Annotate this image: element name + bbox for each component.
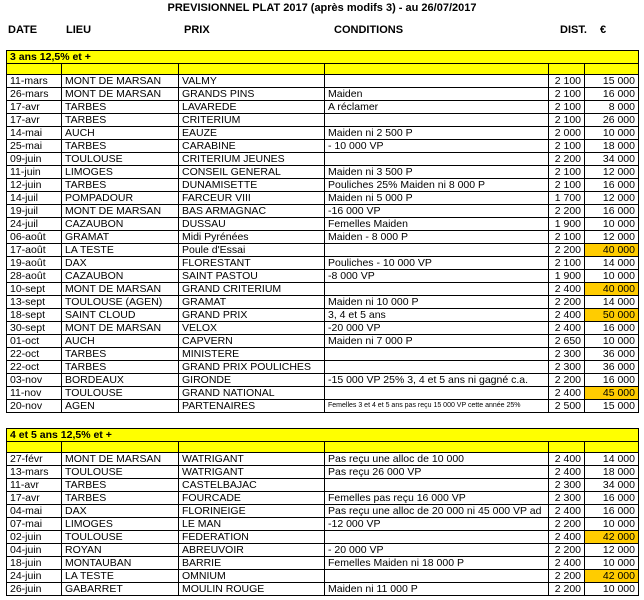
cell-conditions: [325, 387, 549, 400]
cell-lieu: TARBES: [62, 492, 179, 505]
table-row: [7, 361, 639, 374]
cell-prix: MOULIN ROUGE: [179, 583, 325, 596]
cell-lieu: MONT DE MARSAN: [62, 322, 179, 335]
table-row: [7, 518, 639, 531]
table-row: [7, 348, 639, 361]
cell-lieu: CAZAUBON: [62, 218, 179, 231]
table-row: [7, 466, 639, 479]
spacer-cell: [585, 442, 639, 453]
cell-dist: 2 200: [549, 570, 585, 583]
cell-conditions: [325, 570, 549, 583]
spacer-cell: [179, 64, 325, 75]
cell-dist: 2 100: [549, 257, 585, 270]
table-row: [7, 244, 639, 257]
cell-dist: 2 400: [549, 322, 585, 335]
cell-dist: 2 200: [549, 583, 585, 596]
cell-dist: 2 650: [549, 335, 585, 348]
cell-date: 11-mars: [7, 75, 62, 88]
cell-pool: 10 000: [585, 557, 639, 570]
cell-conditions: [325, 75, 549, 88]
cell-conditions: Femelles pas reçu 16 000 VP: [325, 492, 549, 505]
cell-pool: 16 000: [585, 205, 639, 218]
spacer-cell: [7, 64, 62, 75]
table-row: [7, 296, 639, 309]
table-row: [7, 387, 639, 400]
cell-prix: FLORINEIGE: [179, 505, 325, 518]
cell-conditions: Maiden ni 7 000 P: [325, 335, 549, 348]
cell-pool: 16 000: [585, 374, 639, 387]
cell-pool: 10 000: [585, 335, 639, 348]
cell-dist: 2 500: [549, 400, 585, 413]
cell-prix: FLORESTANT: [179, 257, 325, 270]
cell-date: 18-juin: [7, 557, 62, 570]
cell-dist: 2 400: [549, 505, 585, 518]
section-spacer-row: [7, 64, 639, 75]
cell-date: 26-juin: [7, 583, 62, 596]
cell-dist: 2 400: [549, 283, 585, 296]
cell-prix: GRANDS PINS: [179, 88, 325, 101]
cell-pool: 16 000: [585, 179, 639, 192]
table-row: [7, 257, 639, 270]
cell-conditions: Pas reçu une alloc de 10 000: [325, 453, 549, 466]
cell-conditions: Maiden: [325, 88, 549, 101]
cell-dist: 2 200: [549, 544, 585, 557]
cell-prix: BARRIE: [179, 557, 325, 570]
cell-conditions: Pouliches 25% Maiden ni 8 000 P: [325, 179, 549, 192]
cell-prix: FEDERATION: [179, 531, 325, 544]
cell-date: 17-avr: [7, 101, 62, 114]
table-row: [7, 374, 639, 387]
cell-lieu: AUCH: [62, 335, 179, 348]
cell-prix: WATRIGANT: [179, 466, 325, 479]
cell-prix: GRAND CRITERIUM: [179, 283, 325, 296]
cell-dist: 1 700: [549, 192, 585, 205]
spacer-cell: [549, 442, 585, 453]
cell-prix: CONSEIL GENERAL: [179, 166, 325, 179]
table-row: [7, 231, 639, 244]
cell-date: 06-août: [7, 231, 62, 244]
cell-date: 19-juil: [7, 205, 62, 218]
cell-prix: WATRIGANT: [179, 453, 325, 466]
table-row: [7, 218, 639, 231]
cell-date: 14-juil: [7, 192, 62, 205]
schedule-sheet: [6, 50, 638, 596]
cell-date: 11-juin: [7, 166, 62, 179]
cell-pool: 18 000: [585, 466, 639, 479]
cell-prix: MINISTERE: [179, 348, 325, 361]
cell-conditions: - 10 000 VP: [325, 140, 549, 153]
cell-prix: Midi Pyrénées: [179, 231, 325, 244]
cell-dist: 2 000: [549, 127, 585, 140]
cell-prix: CRITERIUM: [179, 114, 325, 127]
cell-pool: 42 000: [585, 531, 639, 544]
cell-date: 13-mars: [7, 466, 62, 479]
table-row: [7, 270, 639, 283]
cell-lieu: SAINT CLOUD: [62, 309, 179, 322]
spacer-cell: [62, 64, 179, 75]
section-table: [6, 50, 639, 413]
cell-date: 30-sept: [7, 322, 62, 335]
cell-lieu: DAX: [62, 257, 179, 270]
table-row: [7, 205, 639, 218]
cell-conditions: -8 000 VP: [325, 270, 549, 283]
cell-pool: 50 000: [585, 309, 639, 322]
cell-pool: 15 000: [585, 400, 639, 413]
cell-lieu: BORDEAUX: [62, 374, 179, 387]
cell-dist: 2 100: [549, 114, 585, 127]
cell-date: 10-sept: [7, 283, 62, 296]
cell-lieu: TARBES: [62, 101, 179, 114]
cell-date: 14-mai: [7, 127, 62, 140]
cell-pool: 10 000: [585, 218, 639, 231]
cell-date: 28-août: [7, 270, 62, 283]
section-label: 4 et 5 ans 12,5% et +: [7, 429, 585, 442]
cell-date: 09-juin: [7, 153, 62, 166]
cell-pool: 42 000: [585, 570, 639, 583]
cell-prix: OMNIUM: [179, 570, 325, 583]
cell-pool: 16 000: [585, 505, 639, 518]
table-row: [7, 140, 639, 153]
cell-lieu: TOULOUSE: [62, 387, 179, 400]
spacer-cell: [7, 442, 62, 453]
cell-prix: GRAND PRIX: [179, 309, 325, 322]
cell-conditions: [325, 479, 549, 492]
cell-dist: 2 200: [549, 296, 585, 309]
cell-conditions: [325, 114, 549, 127]
table-row: [7, 479, 639, 492]
cell-conditions: - 20 000 VP: [325, 544, 549, 557]
cell-lieu: TARBES: [62, 348, 179, 361]
header-date: DATE: [8, 24, 38, 36]
cell-pool: 10 000: [585, 518, 639, 531]
cell-lieu: TOULOUSE: [62, 466, 179, 479]
cell-pool: 12 000: [585, 544, 639, 557]
cell-date: 24-juil: [7, 218, 62, 231]
cell-lieu: MONT DE MARSAN: [62, 453, 179, 466]
cell-date: 27-févr: [7, 453, 62, 466]
table-row: [7, 505, 639, 518]
cell-pool: 14 000: [585, 257, 639, 270]
cell-dist: 2 200: [549, 518, 585, 531]
cell-date: 04-mai: [7, 505, 62, 518]
cell-lieu: AGEN: [62, 400, 179, 413]
cell-pool: 16 000: [585, 492, 639, 505]
section-label-spacer: [585, 429, 639, 442]
cell-prix: Poule d'Essai: [179, 244, 325, 257]
cell-conditions: Maiden ni 5 000 P: [325, 192, 549, 205]
cell-conditions: Maiden ni 11 000 P: [325, 583, 549, 596]
cell-lieu: LIMOGES: [62, 518, 179, 531]
cell-date: 22-oct: [7, 361, 62, 374]
cell-date: 19-août: [7, 257, 62, 270]
cell-dist: 2 300: [549, 348, 585, 361]
cell-date: 17-août: [7, 244, 62, 257]
table-row: [7, 583, 639, 596]
cell-dist: 2 300: [549, 492, 585, 505]
cell-date: 20-nov: [7, 400, 62, 413]
spacer-cell: [325, 442, 549, 453]
table-row: [7, 309, 639, 322]
cell-lieu: DAX: [62, 505, 179, 518]
cell-prix: ABREUVOIR: [179, 544, 325, 557]
cell-date: 02-juin: [7, 531, 62, 544]
cell-dist: 2 100: [549, 88, 585, 101]
spacer-cell: [325, 64, 549, 75]
cell-pool: 36 000: [585, 361, 639, 374]
cell-date: 18-sept: [7, 309, 62, 322]
header-currency: €: [600, 24, 607, 36]
cell-conditions: [325, 283, 549, 296]
cell-lieu: CAZAUBON: [62, 270, 179, 283]
cell-dist: 2 100: [549, 166, 585, 179]
cell-lieu: TARBES: [62, 361, 179, 374]
table-row: [7, 283, 639, 296]
cell-date: 25-mai: [7, 140, 62, 153]
header-prix: PRIX: [184, 24, 210, 36]
spacer-cell: [179, 442, 325, 453]
cell-dist: 2 100: [549, 75, 585, 88]
cell-prix: BAS ARMAGNAC: [179, 205, 325, 218]
cell-dist: 2 300: [549, 479, 585, 492]
cell-lieu: AUCH: [62, 127, 179, 140]
cell-pool: 14 000: [585, 453, 639, 466]
cell-conditions: Pas reçu 26 000 VP: [325, 466, 549, 479]
cell-pool: 16 000: [585, 88, 639, 101]
cell-date: 22-oct: [7, 348, 62, 361]
table-row: [7, 75, 639, 88]
cell-conditions: [325, 348, 549, 361]
cell-pool: 34 000: [585, 153, 639, 166]
cell-dist: 2 400: [549, 387, 585, 400]
cell-prix: DUSSAU: [179, 218, 325, 231]
cell-pool: 10 000: [585, 127, 639, 140]
table-row: [7, 179, 639, 192]
cell-date: 26-mars: [7, 88, 62, 101]
cell-prix: GIRONDE: [179, 374, 325, 387]
cell-dist: 2 300: [549, 361, 585, 374]
cell-prix: PARTENAIRES: [179, 400, 325, 413]
cell-conditions: A réclamer: [325, 101, 549, 114]
cell-conditions: -12 000 VP: [325, 518, 549, 531]
cell-lieu: LA TESTE: [62, 570, 179, 583]
cell-pool: 36 000: [585, 348, 639, 361]
cell-pool: 18 000: [585, 140, 639, 153]
cell-prix: SAINT PASTOU: [179, 270, 325, 283]
table-row: [7, 192, 639, 205]
table-row: [7, 127, 639, 140]
cell-conditions: -16 000 VP: [325, 205, 549, 218]
cell-dist: 2 100: [549, 101, 585, 114]
cell-pool: 26 000: [585, 114, 639, 127]
cell-prix: DUNAMISETTE: [179, 179, 325, 192]
cell-conditions: Maiden - 8 000 P: [325, 231, 549, 244]
table-row: [7, 570, 639, 583]
header-dist: DIST.: [560, 24, 587, 36]
cell-prix: VALMY: [179, 75, 325, 88]
cell-dist: 1 900: [549, 218, 585, 231]
cell-lieu: LA TESTE: [62, 244, 179, 257]
cell-date: 11-nov: [7, 387, 62, 400]
cell-date: 17-avr: [7, 114, 62, 127]
cell-date: 04-juin: [7, 544, 62, 557]
cell-conditions: [325, 531, 549, 544]
cell-lieu: LIMOGES: [62, 166, 179, 179]
cell-dist: 2 400: [549, 453, 585, 466]
cell-pool: 15 000: [585, 75, 639, 88]
cell-conditions: [325, 361, 549, 374]
cell-pool: 12 000: [585, 231, 639, 244]
cell-dist: 2 400: [549, 531, 585, 544]
spacer-cell: [585, 64, 639, 75]
cell-prix: GRAND NATIONAL: [179, 387, 325, 400]
table-row: [7, 166, 639, 179]
cell-pool: 12 000: [585, 192, 639, 205]
cell-pool: 12 000: [585, 166, 639, 179]
table-row: [7, 557, 639, 570]
cell-prix: EAUZE: [179, 127, 325, 140]
cell-lieu: GRAMAT: [62, 231, 179, 244]
cell-conditions: Femelles 3 et 4 et 5 ans pas reçu 15 000 VP cette année 25%: [325, 400, 549, 413]
table-row: [7, 153, 639, 166]
cell-date: 07-mai: [7, 518, 62, 531]
cell-pool: 16 000: [585, 322, 639, 335]
cell-conditions: Maiden ni 2 500 P: [325, 127, 549, 140]
table-row: [7, 114, 639, 127]
cell-lieu: MONT DE MARSAN: [62, 88, 179, 101]
cell-dist: 2 400: [549, 557, 585, 570]
cell-dist: 2 100: [549, 140, 585, 153]
header-conditions: CONDITIONS: [334, 24, 404, 36]
cell-prix: FOURCADE: [179, 492, 325, 505]
cell-lieu: MONT DE MARSAN: [62, 283, 179, 296]
cell-conditions: -20 000 VP: [325, 322, 549, 335]
cell-date: 13-sept: [7, 296, 62, 309]
cell-lieu: TARBES: [62, 114, 179, 127]
cell-prix: GRAMAT: [179, 296, 325, 309]
table-row: [7, 531, 639, 544]
cell-lieu: MONTAUBAN: [62, 557, 179, 570]
cell-prix: VELOX: [179, 322, 325, 335]
cell-conditions: Femelles Maiden: [325, 218, 549, 231]
cell-lieu: POMPADOUR: [62, 192, 179, 205]
cell-pool: 45 000: [585, 387, 639, 400]
cell-date: 24-juin: [7, 570, 62, 583]
cell-conditions: Pas reçu une alloc de 20 000 ni 45 000 VP ad: [325, 505, 549, 518]
cell-lieu: MONT DE MARSAN: [62, 205, 179, 218]
header-lieu: LIEU: [66, 24, 92, 36]
cell-conditions: [325, 153, 549, 166]
cell-conditions: Pouliches - 10 000 VP: [325, 257, 549, 270]
cell-pool: 10 000: [585, 270, 639, 283]
cell-conditions: Maiden ni 10 000 P: [325, 296, 549, 309]
cell-dist: 2 100: [549, 231, 585, 244]
cell-prix: LE MAN: [179, 518, 325, 531]
cell-pool: 40 000: [585, 283, 639, 296]
section-gap: [6, 413, 638, 428]
cell-lieu: TARBES: [62, 179, 179, 192]
section-label: 3 ans 12,5% et +: [7, 51, 585, 64]
cell-lieu: GABARRET: [62, 583, 179, 596]
cell-conditions: -15 000 VP 25% 3, 4 et 5 ans ni gagné c.a.: [325, 374, 549, 387]
cell-dist: 2 200: [549, 205, 585, 218]
section-table: [6, 428, 639, 596]
cell-dist: 2 200: [549, 153, 585, 166]
cell-dist: 2 200: [549, 374, 585, 387]
document-title: PREVISIONNEL PLAT 2017 (après modifs 3) - au 26/07/2017: [167, 2, 477, 14]
cell-lieu: TARBES: [62, 479, 179, 492]
table-row: [7, 400, 639, 413]
cell-date: 17-avr: [7, 492, 62, 505]
cell-date: 12-juin: [7, 179, 62, 192]
spacer-cell: [62, 442, 179, 453]
cell-prix: LAVAREDE: [179, 101, 325, 114]
cell-pool: 8 000: [585, 101, 639, 114]
table-row: [7, 101, 639, 114]
cell-lieu: TOULOUSE: [62, 531, 179, 544]
cell-lieu: ROYAN: [62, 544, 179, 557]
table-row: [7, 544, 639, 557]
cell-conditions: Maiden ni 3 500 P: [325, 166, 549, 179]
cell-pool: 40 000: [585, 244, 639, 257]
spacer-cell: [549, 64, 585, 75]
cell-lieu: TOULOUSE: [62, 153, 179, 166]
cell-dist: 2 200: [549, 244, 585, 257]
cell-date: 01-oct: [7, 335, 62, 348]
section-spacer-row: [7, 442, 639, 453]
cell-pool: 10 000: [585, 583, 639, 596]
table-row: [7, 322, 639, 335]
cell-prix: FARCEUR VIII: [179, 192, 325, 205]
cell-prix: GRAND PRIX POULICHES: [179, 361, 325, 374]
cell-dist: 1 900: [549, 270, 585, 283]
cell-conditions: [325, 244, 549, 257]
cell-date: 11-avr: [7, 479, 62, 492]
table-row: [7, 335, 639, 348]
table-row: [7, 492, 639, 505]
cell-prix: CRITERIUM JEUNES: [179, 153, 325, 166]
cell-pool: 34 000: [585, 479, 639, 492]
table-row: [7, 88, 639, 101]
cell-prix: CAPVERN: [179, 335, 325, 348]
section-header-row: [7, 429, 639, 442]
section-label-spacer: [585, 51, 639, 64]
cell-prix: CASTELBAJAC: [179, 479, 325, 492]
cell-dist: 2 100: [549, 179, 585, 192]
cell-prix: CARABINE: [179, 140, 325, 153]
cell-lieu: TARBES: [62, 140, 179, 153]
cell-conditions: Femelles Maiden ni 18 000 P: [325, 557, 549, 570]
table-row: [7, 453, 639, 466]
cell-conditions: 3, 4 et 5 ans: [325, 309, 549, 322]
cell-pool: 14 000: [585, 296, 639, 309]
section-header-row: [7, 51, 639, 64]
cell-lieu: TOULOUSE (AGEN): [62, 296, 179, 309]
cell-lieu: MONT DE MARSAN: [62, 75, 179, 88]
cell-dist: 2 400: [549, 309, 585, 322]
cell-date: 03-nov: [7, 374, 62, 387]
cell-dist: 2 400: [549, 466, 585, 479]
